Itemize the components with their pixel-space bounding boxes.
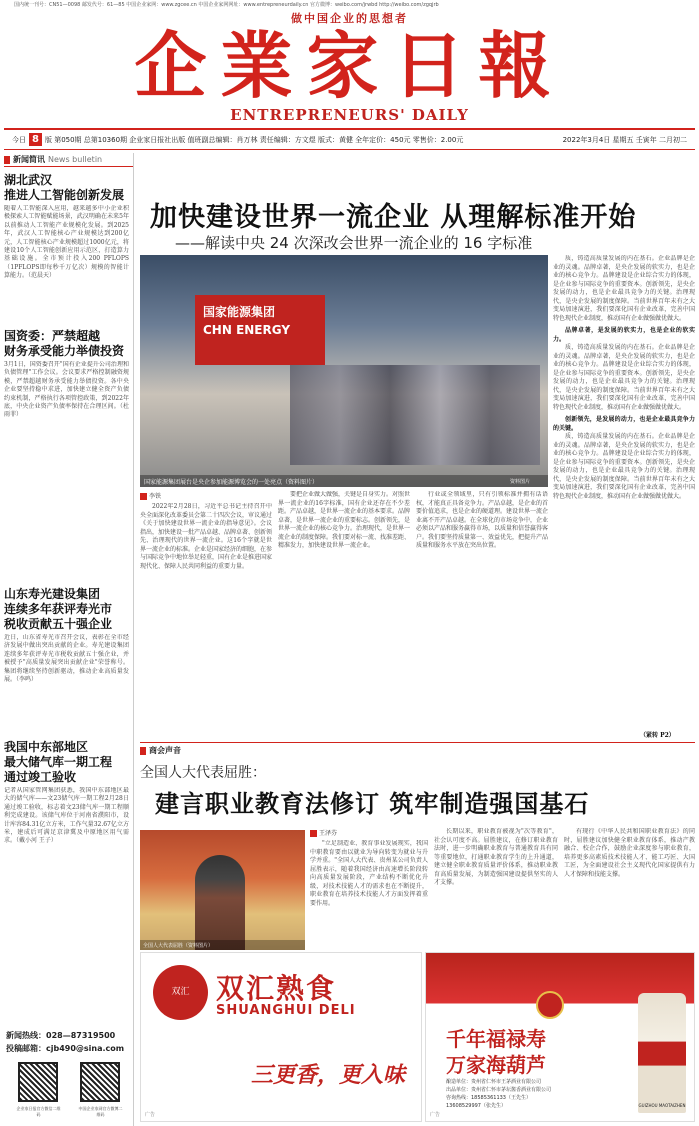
author-byline xyxy=(140,491,161,500)
masthead-title: 企業家日報 xyxy=(134,23,565,108)
second-body-col3 xyxy=(564,828,695,948)
delegate-portrait xyxy=(195,855,245,950)
ad2-line1: 千年福禄寿 xyxy=(446,1027,546,1051)
submit-email-label: 投稿邮箱：cjb490@sina.com xyxy=(6,1044,125,1053)
lead-body-col1 xyxy=(140,503,272,733)
second-body-col1 xyxy=(310,840,428,948)
page-count-badge: 8 xyxy=(29,133,42,146)
bulletin-headline[interactable]: 湖北武汉 推进人工智能创新发展 xyxy=(4,173,125,202)
second-paragraph: 有现行《中华人民共和国职业教育法》的同时，屈胜建议加快健全职业教育体系，推动产教融合、校企合作，鼓励企业深度参与职业教育，培养更多高素质技术技能人才、能工巧匠、大国工匠，为全面建设社会主义现代化国家提供有力人才保障和技能支撑。 xyxy=(564,828,695,878)
lead-paragraph: 质，铸造高质量发展的内在基石。企业品牌是企业的灵魂。品牌卓著，是央企发展的软实力，也是企业的核心竞争力。品牌建设是企业综合实力的体现，是企业参与国际竞争的重要资本。创新领先，是央企发展的动力，也是企业最具竞争力的关键。治理现代，是央企发展的制度保障。当前世界百年未有之大变局加速演进，我们要深化国有企业改革，完善中国特色现代企业制度，推动国有企业做强做优做大。 xyxy=(553,344,695,411)
qr2-label: 中国企业家网官方微博二维码 xyxy=(78,1106,123,1117)
liquor-bottle-icon xyxy=(638,993,686,1113)
ad2-line2: 万家海葫芦 xyxy=(446,1053,546,1077)
ad1-brand: 双汇熟食 xyxy=(216,972,337,1005)
section-label: 新闻简讯 xyxy=(13,155,45,164)
issue-date: 2022年3月4日 星期五 壬寅年 二月初二 xyxy=(562,135,687,144)
issue-info-bar xyxy=(4,128,695,150)
bulletin-item[interactable] xyxy=(4,329,129,581)
brand-seal-icon xyxy=(536,991,564,1019)
bottle-label: GUIZHOU MAOTAIZHEN xyxy=(638,1103,686,1108)
bulletin-item[interactable] xyxy=(4,173,129,323)
news-bulletin-header xyxy=(4,153,133,167)
inline-subhead: 创新领先，是发展的动力，也是企业最具竞争力的关键。 xyxy=(553,416,695,432)
qr1-label: 企业家日报官方微信二维码 xyxy=(16,1106,61,1117)
author-name: 李铁 xyxy=(149,493,162,500)
inline-subhead: 品牌卓著，是发展的软实力，也是企业的软实力。 xyxy=(553,327,695,343)
masthead-title-en: ENTREPRENEURS' DAILY xyxy=(230,106,469,124)
bulletin-body: 记者从国家管网集团获悉，我国中东部地区最大的储气库——文23储气库一期工程2月28日通过竣工验收，标志着文23储气库一期工程顺利完成建设。该储气库位于河南省濮阳市，设计库容84.31亿立方米，工作气量32.67亿立方米，建成后可满足京津冀及中原地区用气需求。（戴小河 王子） xyxy=(4,787,129,845)
ad2-info: 酿造单位：贵州省仁怀市王茅酒业有限公司 出品单位：贵州省仁怀市茅坛酱香酒业有限公司 咨询热线：18585361133（王先生） 13608529997（张先生） xyxy=(446,1079,552,1109)
photo-caption: 全国人大代表屈胜（资料图片） xyxy=(140,940,305,950)
contact-block xyxy=(6,1030,134,1124)
author-marker-icon xyxy=(310,830,317,837)
bulletin-body: 近日，山东省寿光市召开会议，表彰在全市经济发展中做出突出贡献的企业。寿光建设集团连续多年获评寿光市税收贡献五十强企业，并被授予"高质量发展突出贡献企业"荣誉称号。集团将继续坚持创新驱动，推动企业高质量发展。（李鸣） xyxy=(4,634,129,684)
shuanghui-advertisement[interactable] xyxy=(140,952,422,1122)
ad1-tag: 广告 xyxy=(145,1112,156,1118)
bulletin-body: 随着人工智能深入应用，越来越多中小企业积极探索人工智能赋能场景，武汉明确在未来5年以前推动人工智能产业规模化发展。到2025年，武汉人工智能核心产业规模达到200亿元，人工智能核心产业规模超过1000亿元，将建设10个人工智能创新应用示范区，打造算力基础设施。全市预计投入200 PFLOPS（1PFLOPS即每秒千万亿次）规模的智能计算能力。（范晨天） xyxy=(4,205,129,280)
lead-body-col2 xyxy=(278,491,410,733)
photo-caption: 国家能源集团展台是央企参加能源博览会的一处亮点（资料图片） xyxy=(140,475,548,487)
second-headline[interactable]: 建言职业教育法修订 筑牢制造强国基石 xyxy=(155,789,590,818)
lead-photo[interactable] xyxy=(140,255,548,487)
lead-body-right xyxy=(553,255,695,730)
bulletin-item[interactable] xyxy=(4,740,129,987)
weibo-qr-code[interactable] xyxy=(80,1062,120,1102)
continued-label[interactable]: （紧转 P2） xyxy=(640,732,675,739)
hotline-label: 新闻热线：028—87319500 xyxy=(6,1031,116,1040)
lead-paragraph: 行业或全领域里，只有引领标准并拥有话语权，才能真正具备竞争力。产品卓越，是企业的首要价值追求，也是企业的硬道理。建设世界一流企业离不开产品卓越。在全球化的市场竞争中，企业必须以产品和服务赢得市场，以质量和信誉赢得客户。我们要坚持质量第一、效益优先，把提升产品质量和服务水平放在突出位置。 xyxy=(416,491,548,549)
today-label: 今日 xyxy=(12,135,26,144)
section-marker-icon xyxy=(4,156,10,164)
lead-paragraph: 要把企业做大做强，关键是自身实力。对照世界一流企业的16字标准，国有企业还存在不少差距。产品卓越，是世界一流企业的基本要求。品牌卓著，是世界一流企业的重要标志。创新领先，是世界一流企业的核心竞争力。治理现代，是世界一流企业的制度保障。我们要对标一流、找准差距、精准发力，加快建设世界一流企业。 xyxy=(278,491,410,549)
photo-credit: 资料图片 xyxy=(510,479,531,485)
top-info-strip xyxy=(0,0,699,9)
exhibition-crowd xyxy=(290,365,540,465)
lead-headline[interactable]: 加快建设世界一流企业 从理解标准开始 xyxy=(150,202,637,233)
bulletin-headline[interactable]: 我国中东部地区 最大储气库一期工程 通过竣工验收 xyxy=(4,740,113,784)
ad1-brand-en: SHUANGHUI DELI xyxy=(216,1003,356,1018)
shuanghui-logo-icon: 双汇 xyxy=(153,965,208,1020)
section-label-en: News bulletin xyxy=(48,155,103,164)
news-bulletin-column xyxy=(4,153,134,1126)
masthead-slogan: 做中国企业的思想者 xyxy=(291,12,408,25)
issue-details: 版 第050期 总第10360期 企业家日报社出版 值班副总编辑：肖万林 责任编辑：方文煜 版式：黄健 全年定价：450元 零售价：2.00元 xyxy=(44,135,464,144)
bulletin-item[interactable] xyxy=(4,587,129,734)
liquor-advertisement[interactable] xyxy=(425,952,695,1122)
bulletin-body: 3月1日，国资委召开"国有企业提升公司治理和负债管理"工作会议。会议要求严格控制融资规模，严禁超越财务承受能力举债投资。各中央企业要坚持稳中求进，加快建立健全资产负债约束机制，严格执行各项管控政策，到2022年底，中央企业资产负债率保持在合理区间。（杜雨菲） xyxy=(4,361,129,419)
second-pretitle: 全国人大代表屈胜： xyxy=(140,765,266,781)
second-author-byline xyxy=(310,828,337,837)
ad1-slogan: 三更香，更入味 xyxy=(251,1063,406,1088)
second-photo[interactable] xyxy=(140,830,305,950)
lead-subheadline: ——解读中央 24 次深改会世界一流企业的 16 字标准 xyxy=(175,234,533,252)
lead-body-col3 xyxy=(416,491,548,733)
bulletin-headline[interactable]: 山东寿光建设集团 连续多年获评寿光市 税收贡献五十强企业 xyxy=(4,587,113,631)
author-marker-icon xyxy=(140,493,147,500)
bulletin-list xyxy=(4,173,133,987)
lead-paragraph: 质，铸造高质量发展的内在基石。企业品牌是企业的灵魂。品牌卓著，是央企发展的软实力，也是企业的核心竞争力。品牌建设是企业综合实力的体现，是企业参与国际竞争的重要资本。创新领先，是央企发展的动力，也是企业最具竞争力的关键。治理现代，是央企发展的制度保障。当前世界百年未有之大变局加速演进，我们要深化国有企业改革，完善中国特色现代企业制度，推动国有企业做强做优做大。 xyxy=(553,255,695,322)
author-name: 王泽芬 xyxy=(319,830,338,837)
chn-energy-logo: 国家能源集团 CHN ENERGY xyxy=(195,295,325,365)
section-label: 商会声音 xyxy=(149,746,181,755)
section-marker-icon xyxy=(140,747,146,755)
second-paragraph: "立足制造业、教育事业发展现实，我国中职教育要由以就业为导向转变为就业与升学并重。"全国人大代表、贵州某公司负责人屈胜表示，随着我国经济由高速增长阶段转向高质量发展阶段，产业结构不断优化升级，对技术技能人才的需求也在不断提升，职业教育在培养技术技能人才方面发挥着重要作用。 xyxy=(310,840,428,907)
second-paragraph: 长期以来，职业教育被视为"次等教育"，社会认可度不高。屈胜建议，在修订职业教育法时，进一步明确职业教育与普通教育具有同等重要地位，打通职业教育学生的上升通道，建立健全职业教育质量评价体系，推动职业教育高质量发展，为制造强国建设提供坚实的人才支撑。 xyxy=(434,828,558,886)
wechat-qr-code[interactable] xyxy=(18,1062,58,1102)
bulletin-headline[interactable]: 国资委：严禁超越 财务承受能力举债投资 xyxy=(4,329,125,358)
lead-paragraph: 质，铸造高质量发展的内在基石。企业品牌是企业的灵魂。品牌卓著，是央企发展的软实力，也是企业的核心竞争力。品牌建设是企业综合实力的体现，是企业参与国际竞争的重要资本。创新领先，是央企发展的动力，也是企业最具竞争力的关键。治理现代，是央企发展的制度保障。当前世界百年未有之大变局加速演进，我们要深化国有企业改革，完善中国特色现代企业制度，推动国有企业做强做优做大。 xyxy=(553,433,695,500)
lead-paragraph: 2022年2月28日，习近平总书记主持召开中央全面深化改革委员会第二十四次会议，审议通过《关于加快建设世界一流企业的指导意见》。会议指出，加快建设一批产品卓越、品牌卓著、创新领先、治理现代的世界一流企业。这16个字就是世界一流企业的标准。企业是国家经济的细胞，在参与国际竞争中地位举足轻重，国有企业是推进国家现代化、保障人民共同利益的重要力量。 xyxy=(140,503,272,570)
ad2-tag: 广告 xyxy=(430,1112,441,1118)
chamber-voice-header xyxy=(140,742,695,756)
second-body-col2 xyxy=(434,828,558,948)
top-info-text: 国内统一刊号：CN51—0098 邮发代号：61—85 中国企业家网：www.zgcee.cn 中国企业家网网址：www.entrepreneurdaily.cn 官方微博：weibo.com/jrwbd http://weibo.com/zgqjrb xyxy=(14,2,439,8)
